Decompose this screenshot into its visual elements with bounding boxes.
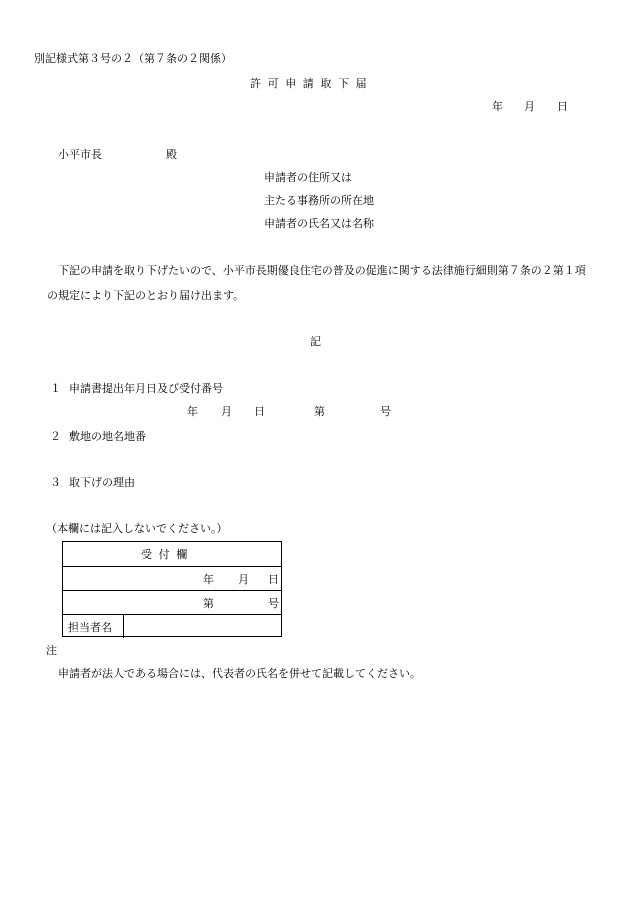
item-1-month: 月 — [221, 405, 232, 418]
reception-box — [62, 541, 282, 637]
form-id: 別記様式第３号の２（第７条の２関係） — [34, 52, 232, 65]
item-1-year: 年 — [187, 405, 198, 418]
addressee-honorific: 殿 — [166, 148, 177, 161]
office-use-note: （本欄には記入しないでください。） — [46, 522, 228, 535]
item-2-number: ２ — [50, 430, 61, 443]
date-year: 年 — [492, 100, 503, 113]
applicant-name-line: 申請者の氏名又は名称 — [264, 217, 374, 230]
item-3-label: 取下げの理由 — [69, 476, 135, 489]
applicant-address-line2: 主たる事務所の所在地 — [264, 194, 374, 207]
addressee-name: 小平市長 — [58, 148, 102, 161]
reception-person-row — [63, 614, 281, 638]
date-month: 月 — [524, 100, 535, 113]
reception-go: 号 — [268, 597, 279, 610]
item-1-dai: 第 — [314, 405, 325, 418]
reception-dai: 第 — [203, 597, 214, 610]
date-day: 日 — [557, 100, 568, 113]
item-2-label: 敷地の地名地番 — [69, 430, 146, 443]
person-column-divider — [123, 615, 124, 638]
reception-month: 月 — [238, 573, 249, 586]
item-1-go: 号 — [380, 405, 391, 418]
note-label: 注 — [46, 644, 57, 657]
reception-number-row — [63, 590, 281, 614]
item-1-number: １ — [50, 382, 61, 395]
ki-heading: 記 — [310, 335, 321, 348]
item-3-number: ３ — [50, 476, 61, 489]
reception-day: 日 — [268, 573, 279, 586]
note-text: 申請者が法人である場合には、代表者の氏名を併せて記載してください。 — [58, 667, 421, 680]
reception-year: 年 — [203, 573, 214, 586]
applicant-address-line1: 申請者の住所又は — [264, 171, 352, 184]
person-in-charge-label: 担当者名 — [68, 621, 112, 634]
document-title: 許可申請取下届 — [250, 77, 374, 90]
reception-date-row — [63, 566, 281, 590]
item-1-label: 申請書提出年月日及び受付番号 — [69, 382, 223, 395]
item-1-day: 日 — [254, 405, 265, 418]
reception-header: 受付欄 — [141, 548, 194, 561]
body-line-2: の規定により下記のとおり届け出ます。 — [47, 289, 245, 302]
body-line-1: 下記の申請を取り下げたいので、小平市長期優良住宅の普及の促進に関する法律施行細則第７条の２第１項 — [58, 264, 586, 277]
reception-header-row — [63, 542, 281, 566]
